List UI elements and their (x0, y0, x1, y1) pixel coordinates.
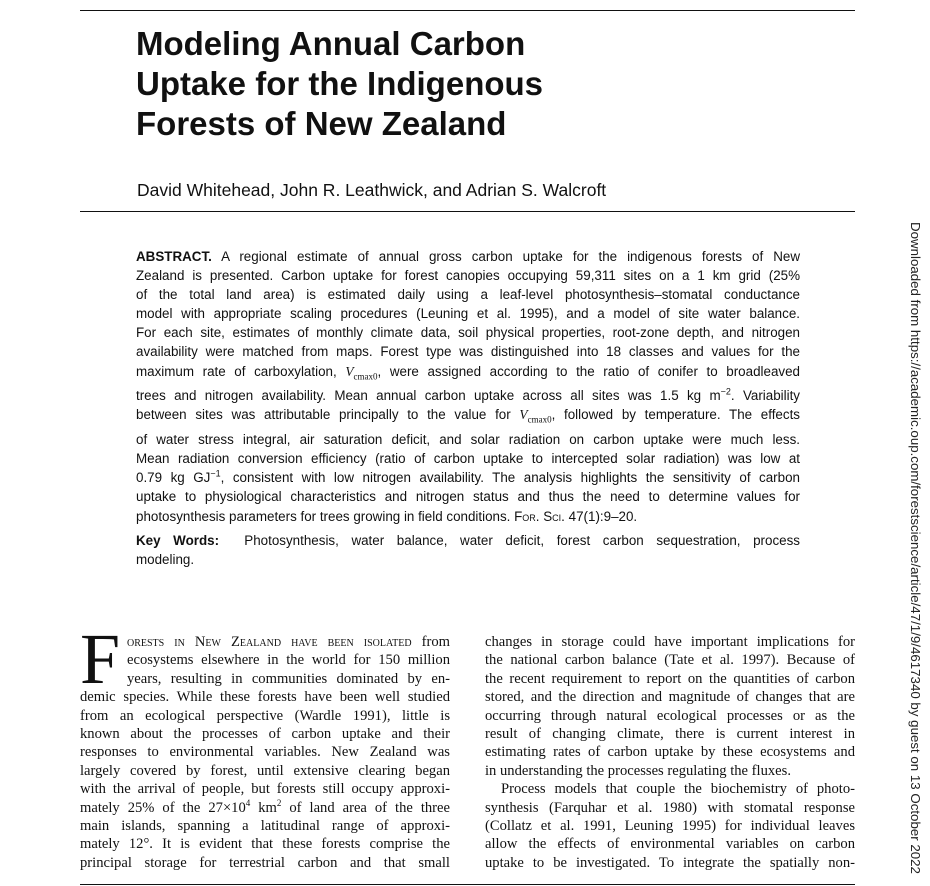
abstract (136, 247, 800, 526)
body-line: Process models that couple the biochemistry of photo- (501, 781, 855, 798)
vcmax-symbol: $V_{cmax0}$ (345, 363, 378, 382)
vcmax-symbol: $V_{cmax0}$ (519, 407, 552, 426)
abstract-line: of water stress integral, air saturation deficit, and solar radiation on carbon uptake were much less. (136, 432, 800, 448)
abstract-line: 0.79 kg $GJ^{-1}$, consistent with low nitrogen availability. The analysis highlights the sensitivity of carbon (136, 468, 800, 486)
abstract-line: For each site, estimates of monthly climate data, soil physical properties, root-zone depth, and nitrogen (136, 325, 800, 341)
keywords-line: modeling. (136, 552, 195, 567)
header-rule (80, 211, 855, 212)
abstract-line: of the total land area) is estimated daily using a leaf-level photosynthesis–stomatal conductance (136, 287, 800, 303)
title-line: Uptake for the Indigenous (136, 65, 544, 102)
body-line: known about the processes of carbon uptake and their (80, 725, 450, 742)
title-line: Modeling Annual Carbon (136, 25, 526, 62)
body-line: (Collatz et al. 1991, Leuning 1995) for individual leaves (485, 817, 855, 834)
abstract-line: between sites was attributable principally to the value for $V_{cmax0}$, followed by temperature. The effects (136, 407, 800, 426)
body-line: principal storage for terrestrial carbon and that small (80, 854, 450, 871)
journal-citation: For. Sci. (514, 508, 565, 524)
abstract-line: Zealand is presented. Carbon uptake for forest canopies occupying 59,311 sites on a 1 km grid (25% (136, 268, 800, 284)
abstract-label: ABSTRACT. (136, 249, 212, 264)
article-title (136, 24, 696, 144)
abstract-line: maximum rate of carboxylation, $V_{cmax0}$, were assigned according to the ratio of conifer to broadleaved (136, 363, 800, 382)
body-line: result of changing climate, there is current interest in (485, 725, 855, 742)
body-line: uptake to be investigated. To integrate the spatially non- (485, 854, 855, 871)
drop-cap: F (80, 619, 121, 699)
body-line: synthesis (Farquhar et al. 1980) with stomatal response (485, 799, 855, 816)
body-line: largely covered by forest, until extensive clearing began (80, 762, 450, 779)
body-line: with the arrival of people, but forests still occupy approxi- (80, 781, 450, 798)
key-words (136, 531, 800, 569)
body-line: ecosystems elsewhere in the world for 150 million (127, 652, 450, 669)
abstract-line: Mean radiation conversion efficiency (ratio of carbon uptake to intercepted solar radiation) was low at (136, 451, 800, 467)
body-line: orests in New Zealand have been isolated from (127, 634, 450, 650)
abstract-line: photosynthesis parameters for trees growing in field conditions. For. Sci. 47(1):9–20. (136, 508, 638, 524)
body-column-right (485, 633, 855, 872)
body-line: the national carbon balance (Tate et al. 1997). Because of (485, 652, 855, 669)
body-line: mately 25% of the $27\times 10^4$ $km^2$ of land area of the three (80, 797, 450, 816)
abstract-line: ABSTRACT. A regional estimate of annual gross carbon uptake for the indigenous forests of New (136, 249, 800, 264)
body-line: the recent requirement to report on the quantities of carbon (485, 670, 855, 687)
abstract-line: model with appropriate scaling procedures (Leuning et al. 1995), and a model of site water balance. (136, 306, 800, 322)
abstract-line: availability were matched from maps. Forest type was distinguished into 18 classes and values for the (136, 344, 800, 360)
abstract-line: trees and nitrogen availability. Mean annual carbon uptake across all sites was 1.5 kg $m^{-2}$. Variability (136, 386, 800, 404)
title-line: Forests of New Zealand (136, 105, 507, 142)
body-line: in understanding the processes regulating the fluxes. (485, 762, 791, 779)
body-line: mately 12°. It is evident that these forests comprise the (80, 836, 450, 853)
body-column-left (80, 633, 450, 872)
body-line: from an ecological perspective (Wardle 1991), little is (80, 707, 450, 724)
authors: David Whitehead, John R. Leathwick, and Adrian S. Walcroft (137, 180, 607, 200)
body-line: allow the effects of environmental variables on carbon (485, 836, 855, 853)
body-line: responses to environmental variables. New Zealand was (80, 744, 450, 761)
body-line: estimating rates of carbon uptake by these ecosystems and (485, 744, 855, 761)
download-watermark: Downloaded from https://academic.oup.com/forestscience/article/47/1/9/4617340 by guest on 13 October 2022 (908, 222, 923, 874)
keywords-label: Key Words: (136, 533, 220, 548)
bottom-rule (80, 884, 855, 885)
abstract-line: uptake to physiological characteristics and nitrogen status and thus the need to determine values for (136, 489, 800, 505)
body-line: years, resulting in communities dominated by en- (127, 670, 450, 687)
keywords-line: Key Words: Photosynthesis, water balance, water deficit, forest carbon sequestration, process (136, 533, 800, 548)
top-rule (80, 10, 855, 11)
body-line: changes in storage could have important implications for (485, 634, 855, 650)
body-line: main islands, spanning a latitudinal range of approxi- (80, 817, 450, 834)
body-line: stored, and the direction and magnitude of changes that are (485, 689, 855, 706)
body-line: occurring through natural ecological processes or as the (485, 707, 855, 724)
body-line: demic species. While these forests have been well studied (80, 689, 450, 706)
